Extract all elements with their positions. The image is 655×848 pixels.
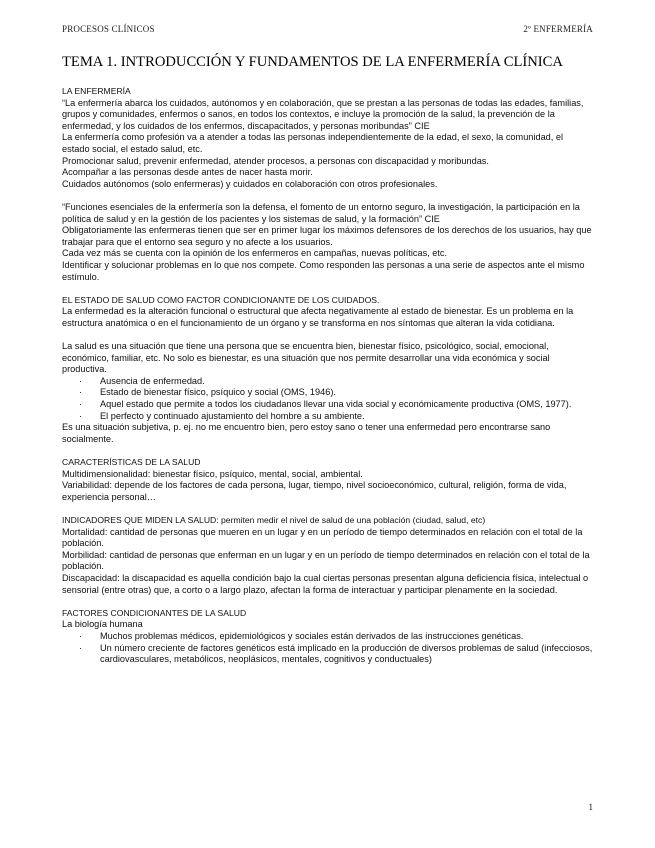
list-item: · El perfecto y continuado ajustamiento del hombre a su ambiente. [62,411,593,423]
page-title: TEMA 1. INTRODUCCIÓN Y FUNDAMENTOS DE LA ENFERMERÍA CLÍNICA [62,54,563,70]
list-item: · Estado de bienestar físico, psíquico y social (OMS, 1946). [62,387,593,399]
section-heading-factores: FACTORES CONDICIONANTES DE LA SALUD [62,607,247,618]
list-item: · Aquel estado que permite a todos los ciudadanos llevar una vida social y económicamente productiva (OMS, 1977). [62,399,593,411]
paragraph: Discapacidad: la discapacidad es aquella condición bajo la cual ciertas personas presentan alguna deficiencia física, intelectual o sensorial (entre otras) que, a corto o a largo plazo, afectan la forma de interactuar y participar plenamente en la sociedad. [62,572,589,595]
section-heading-caracteristicas: CARACTERÍSTICAS DE LA SALUD [62,457,201,467]
spacer [62,283,593,295]
page-header [62,24,593,36]
spacer [62,329,593,341]
list-item: · Un número creciente de factores genéticos está implicado en la producción de diversos problemas de salud (infecciosos, cardiovasculares, metabólicos, neoplásicos, mentales, cognitivos y conductuales) [62,643,593,666]
paragraph: Cuidados autónomos (solo enfermeras) y cuidados en colaboración con otros profesionales. [62,178,438,189]
paragraph: Es una situación subjetiva, p. ej. no me encuentro bien, pero estoy sano o tener una enfermedad pero encontrarse sano socialmente. [62,422,551,444]
paragraph: Identificar y solucionar problemas en lo que nos compete. Como responden las personas a una serie de aspectos ante el mismo estímulo. [62,259,585,282]
paragraph: La enfermedad es la alteración funcional o estructural que afecta negativamente al estado de bienestar. Es un problema en la estructura anatómica o en el funcionamiento de un órgano y se transforma en nos síntomas que alteran la vida cotidiana. [62,306,574,328]
paragraph: Mortalidad: cantidad de personas que mueren en un lugar y en un período de tiempo determinados en relación con el total de la población. [62,526,583,549]
spacer [62,596,593,608]
spacer [62,445,593,457]
paragraph: Cada vez más se cuenta con la opinión de los enfermeros en campañas, nuevas políticas, etc. [62,248,448,259]
paragraph: Multidimensionalidad: bienestar físico, psíquico, mental, social, ambiental. [62,468,363,479]
header-right: 2º ENFERMERÍA [523,24,593,34]
paragraph: Promocionar salud, prevenir enfermedad, atender procesos, a personas con discapacidad y moribundas. [62,155,489,166]
paragraph: Obligatoriamente las enfermeras tienen que ser en primer lugar los máximos defensores de los derechos de los usuarios, hay que trabajar para que el entorno sea seguro y no afecte a los usuarios. [62,225,592,247]
paragraph: La enfermería como profesión va a atender a todas las personas independientemente de la edad, el sexo, la comunidad, el estado social, el estado salud, etc. [62,132,564,154]
bullet-list [62,376,593,422]
spacer [62,503,593,515]
header-left: PROCESOS CLÍNICOS [62,24,155,34]
paragraph: Morbilidad: cantidad de personas que enferman en un lugar y en un período de tiempo determinados en relación con el total de la población. [62,549,590,572]
subheading: La biología humana [62,619,143,630]
section-heading-enfermeria: LA ENFERMERÍA [62,86,131,96]
spacer [62,190,593,202]
paragraph: Acompañar a las personas desde antes de nacer hasta morir. [62,167,313,178]
list-item: · Ausencia de enfermedad. [62,376,593,388]
document-body [62,86,593,666]
paragraph: “La enfermería abarca los cuidados, autónomos y en colaboración, que se prestan a las personas de todas las edades, familias, grupos y comunidades, enfermos o sanos, en todos los contextos, e incluye la promoción de la salud, la prevención de la enfermedad, y los cuidados de los enfermos, discapacitados, y personas moribundas” CIE [62,97,584,131]
paragraph: La salud es una situación que tiene una persona que se encuentra bien, bienestar físico, psicológico, social, emocional, económico, familiar, etc. No solo es bienestar, es una situación que nos permite desarrollar una vida económica y social productiva. [62,341,550,375]
list-item: · Muchos problemas médicos, epidemiológicos y sociales están derivados de las instrucciones genéticas. [62,631,593,643]
paragraph: “Funciones esenciales de la enfermería son la defensa, el fomento de un entorno seguro, la investigación, la participación en la política de salud y en la gestión de los pacientes y los sistemas de salud, y la formación” CIE [62,201,580,224]
paragraph: Variabilidad: depende de los factores de cada persona, lugar, tiempo, nivel socioeconómico, cultural, religión, forma de vida, experiencia personal… [62,480,567,502]
section-heading-indicadores: INDICADORES QUE MIDEN LA SALUD: permiten medir el nivel de salud de una población (ciudad, salud, etc) [62,514,486,525]
page-number: 1 [588,802,593,813]
section-heading-estado-salud: EL ESTADO DE SALUD COMO FACTOR CONDICIONANTE DE LOS CUIDADOS. [62,294,380,305]
bullet-list [62,631,593,666]
